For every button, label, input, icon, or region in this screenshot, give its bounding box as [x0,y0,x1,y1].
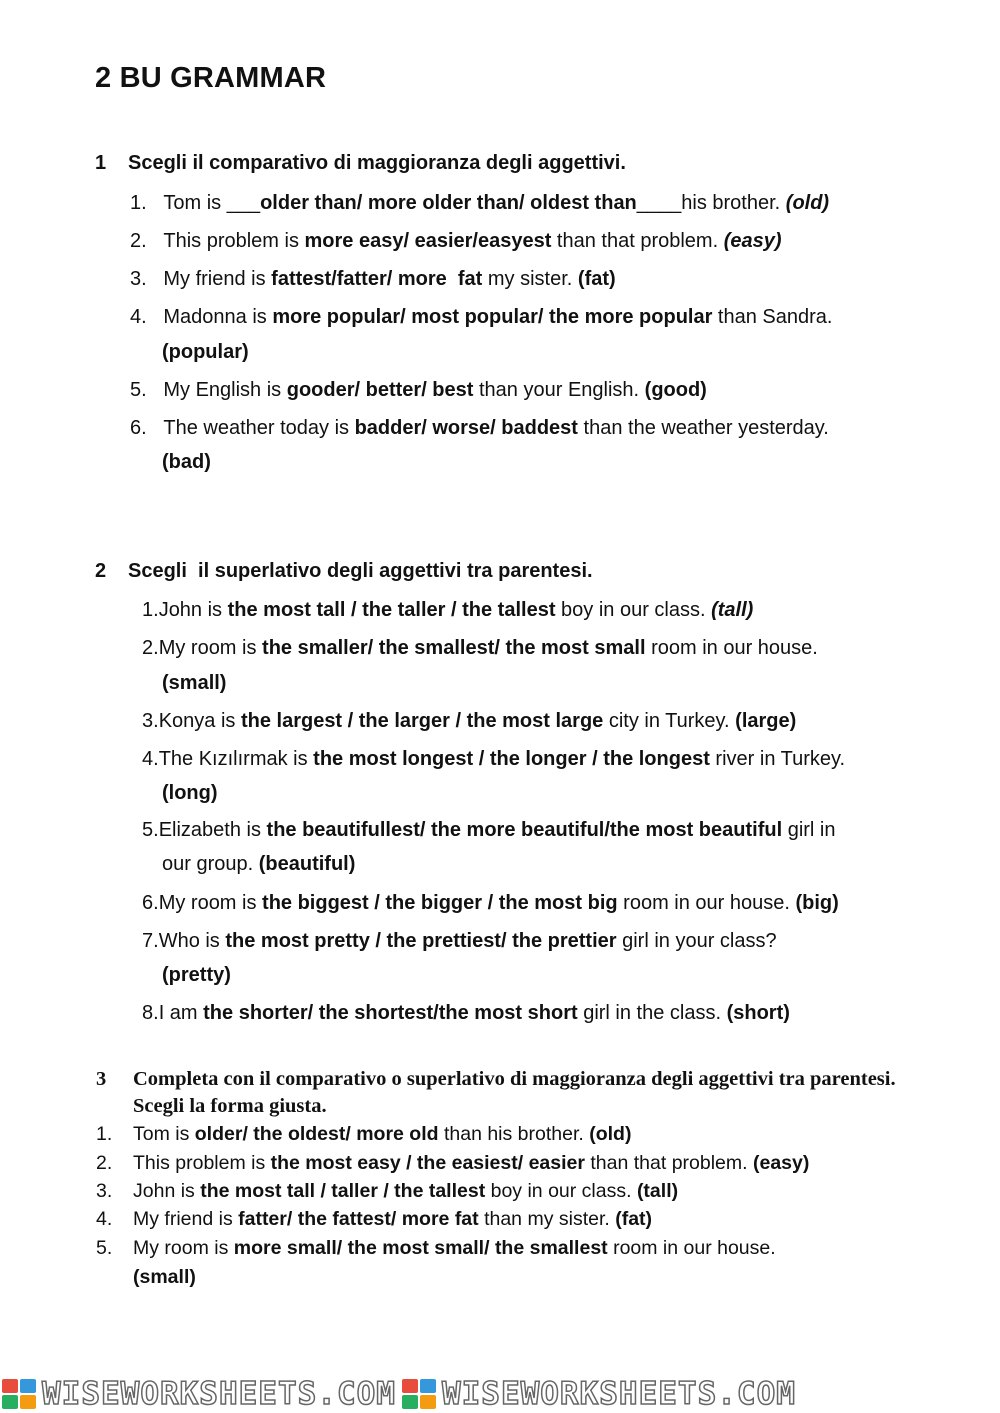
item-text: ____his brother. [636,192,786,214]
item-number: 6. [130,417,147,439]
item-number: 3. [142,710,159,732]
item-options: the largest / the larger / the most large [240,710,604,732]
item-text: My English is [163,379,287,401]
item-hint: (long) [162,782,218,804]
section1-number: 1 [95,152,107,174]
item-hint: (beautiful) [258,853,356,875]
item-text: than the weather yesterday. [577,417,829,439]
item-text: than his brother. [438,1123,590,1145]
item-options: more popular/ most popular/ the more popular [272,306,713,328]
item-hint: (tall) [636,1180,679,1202]
item-text: The Kızılırmak is [158,748,314,770]
item-number: 5. [96,1237,113,1259]
item-text: city in Turkey. [603,710,736,732]
list-item [130,373,707,407]
watermark-text: WISEWORKSHEETS.COM [42,1376,396,1412]
item-options: the shorter/ the shortest/the most short [203,1002,578,1024]
item-number: 1. [96,1123,113,1145]
item-text: room in our house. [645,637,818,659]
item-text: room in our house. [607,1237,776,1259]
item-text: Madonna is [163,306,273,328]
item-text: John is [133,1180,201,1202]
item-text: My friend is [133,1208,239,1230]
list-item [142,742,845,776]
item-text: Who is [158,930,226,952]
item-hint: (easy) [753,1152,810,1174]
list-item [142,886,839,920]
logo-icon [2,1379,36,1409]
item-text: Tom is ___ [163,192,261,214]
item-number: 1. [130,192,147,214]
list-item [130,186,829,220]
item-text: girl in your class? [616,930,777,952]
section1-heading [95,152,626,175]
list-item-cont [162,666,226,700]
list-item [130,262,616,296]
item-number: 3. [96,1180,113,1202]
item-hint: (good) [644,379,707,401]
item-text: river in Turkey. [709,748,846,770]
item-hint: (small) [162,672,227,694]
item-text: Tom is [133,1123,195,1145]
item-number: 3. [130,268,147,290]
item-options: the most easy / the easiest/ easier [270,1152,585,1174]
list-item [130,300,832,334]
item-options: the smaller/ the smallest/ the most small [262,637,646,659]
item-text: my sister. [482,268,578,290]
item-text: My room is [158,892,263,914]
watermark-text: WISEWORKSHEETS.COM [441,1376,796,1412]
item-number: 8. [142,1002,159,1024]
item-options: fattest/fatter/ more fat [271,268,483,290]
item-number: 6. [142,892,159,914]
item-hint: (pretty) [162,964,231,986]
item-hint: (short) [726,1002,790,1024]
section2-heading [95,560,593,583]
section2-heading-text: Scegli il superlativo degli aggettivi tra parentesi. [128,560,593,582]
list-item [142,593,753,627]
list-item [130,224,782,258]
item-options: badder/ worse/ baddest [354,417,578,439]
item-number: 5. [142,819,159,841]
list-item [96,1120,631,1149]
item-number: 1. [142,599,159,621]
item-text: This problem is [163,230,305,252]
item-options: the most longest / the longer / the longest [313,748,710,770]
item-hint: (bad) [162,451,211,473]
item-options: gooder/ better/ best [286,379,474,401]
list-item-cont [162,445,211,479]
list-item-cont [162,847,355,881]
item-text: girl in [782,819,836,841]
list-item-cont [162,958,231,992]
item-text: than that problem. [551,230,724,252]
item-text: John is [158,599,228,621]
item-text: This problem is [133,1152,271,1174]
list-item [96,1177,678,1206]
item-options: the most pretty / the prettiest/ the prettier [225,930,617,952]
item-hint: (large) [735,710,797,732]
item-text: I am [158,1002,204,1024]
item-text: than my sister. [478,1208,616,1230]
list-item [96,1149,809,1178]
item-hint: (easy) [723,230,782,252]
section3-heading-text: Completa con il comparativo o superlativo di maggioranza degli aggettivi tra parentesi. Scegli la forma giusta. [133,1068,896,1117]
list-item [142,813,836,847]
item-hint: (fat) [577,268,616,290]
item-text: room in our house. [617,892,796,914]
section3-number: 3 [96,1068,107,1090]
item-number: 7. [142,930,159,952]
item-options: more easy/ easier/easyest [304,230,552,252]
item-text: My room is [133,1237,234,1259]
item-text: My room is [158,637,263,659]
footer-watermark [0,1375,1000,1413]
list-item [96,1234,776,1263]
list-item [142,996,790,1030]
item-hint: (tall) [711,599,754,621]
item-options: older/ the oldest/ more old [194,1123,439,1145]
item-options: the most tall / the taller / the tallest [227,599,556,621]
item-options: older than/ more older than/ oldest than [260,192,637,214]
item-number: 2. [130,230,147,252]
item-hint: (popular) [162,341,249,363]
item-number: 4. [130,306,147,328]
item-options: more small/ the most small/ the smallest [233,1237,608,1259]
list-item [130,411,829,445]
item-text: The weather today is [163,417,355,439]
item-number: 4. [142,748,159,770]
item-text: boy in our class. [485,1180,637,1202]
item-text: our group. [162,853,259,875]
item-options: the most tall / taller / the tallest [200,1180,486,1202]
item-options: the biggest / the bigger / the most big [262,892,618,914]
logo-icon [402,1379,436,1409]
list-item-cont [162,335,249,369]
item-text: girl in the class. [577,1002,727,1024]
item-text: than that problem. [584,1152,753,1174]
list-item [142,924,777,958]
section2-number: 2 [95,560,107,582]
item-hint: (big) [795,892,839,914]
list-item-cont [133,1263,196,1292]
section1-heading-text: Scegli il comparativo di maggioranza degli aggettivi. [128,152,626,174]
item-text: than Sandra. [712,306,833,328]
item-hint: (old) [785,192,830,214]
item-hint: (fat) [615,1208,653,1230]
item-hint: (old) [589,1123,632,1145]
list-item [96,1205,652,1234]
item-hint: (small) [133,1266,196,1288]
item-text: boy in our class. [555,599,712,621]
item-text: than your English. [473,379,645,401]
item-text: Konya is [158,710,241,732]
item-text: Elizabeth is [158,819,267,841]
list-item-cont [162,776,218,810]
item-options: fatter/ the fattest/ more fat [238,1208,479,1230]
page-title: 2 BU GRAMMAR [95,62,327,94]
list-item [142,631,818,665]
item-text: My friend is [163,268,272,290]
item-number: 2. [142,637,159,659]
item-number: 2. [96,1152,113,1174]
list-item [142,704,796,738]
item-number: 4. [96,1208,113,1230]
item-number: 5. [130,379,147,401]
item-options: the beautifullest/ the more beautiful/the most beautiful [266,819,783,841]
